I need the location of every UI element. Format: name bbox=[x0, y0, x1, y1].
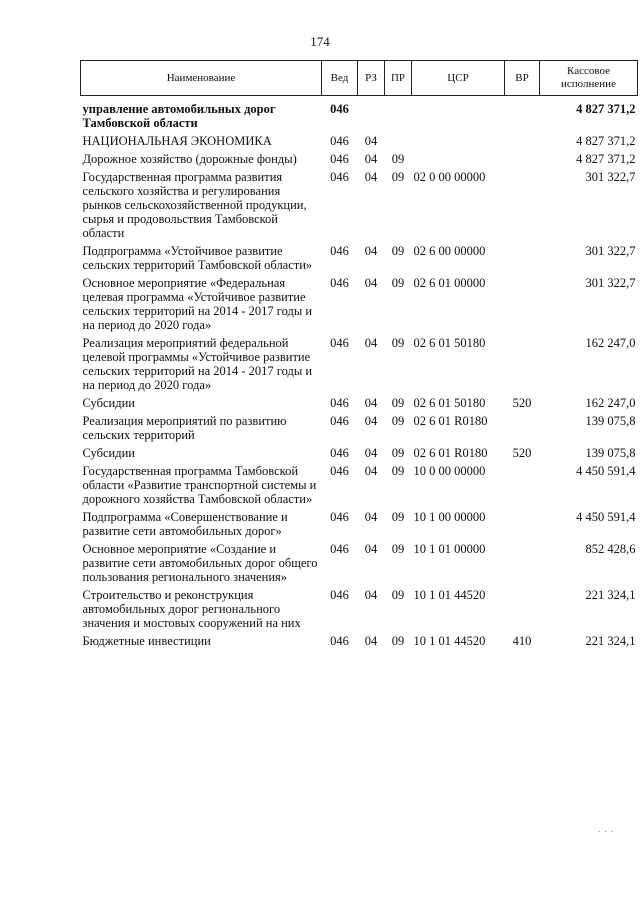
cell-sum: 4 827 371,2 bbox=[576, 134, 636, 148]
table-row bbox=[81, 464, 638, 510]
cell-pr: 09 bbox=[391, 396, 405, 410]
cell-pr: 09 bbox=[391, 170, 405, 184]
cell-csr bbox=[412, 134, 505, 152]
cell-vr bbox=[505, 152, 540, 170]
table-row bbox=[81, 446, 638, 464]
cell-name: Подпрограмма «Совершенствование и развитие сети автомобильных дорог» bbox=[82, 510, 288, 538]
cell-vr bbox=[505, 510, 540, 542]
page-number: 174 bbox=[310, 34, 330, 49]
footer-mark: . . . bbox=[598, 824, 615, 834]
cell-csr: 10 1 00 00000 bbox=[413, 510, 486, 524]
table-row bbox=[81, 396, 638, 414]
cell-pr: 09 bbox=[391, 634, 405, 648]
cell-csr: 10 1 01 44520 bbox=[413, 634, 486, 648]
cell-name: Субсидии bbox=[82, 396, 135, 410]
cell-rz: 04 bbox=[364, 152, 378, 166]
table-row bbox=[81, 134, 638, 152]
header-sum: Кассовое исполнение bbox=[540, 61, 638, 96]
cell-rz: 04 bbox=[364, 634, 378, 648]
cell-ved: 046 bbox=[330, 510, 349, 524]
cell-sum: 221 324,1 bbox=[585, 634, 636, 648]
cell-ved: 046 bbox=[330, 152, 349, 166]
cell-rz: 04 bbox=[364, 170, 378, 184]
cell-vr bbox=[505, 276, 540, 336]
table-row bbox=[81, 152, 638, 170]
cell-vr: 520 bbox=[512, 396, 532, 410]
cell-pr: 09 bbox=[391, 510, 405, 524]
cell-sum: 301 322,7 bbox=[585, 244, 636, 258]
cell-ved: 046 bbox=[330, 446, 349, 460]
header-pr: ПР bbox=[385, 61, 412, 96]
cell-ved: 046 bbox=[330, 542, 349, 556]
table-row bbox=[81, 542, 638, 588]
cell-csr bbox=[412, 152, 505, 170]
cell-vr bbox=[505, 170, 540, 244]
cell-name: Субсидии bbox=[82, 446, 135, 460]
cell-ved: 046 bbox=[330, 244, 349, 258]
cell-pr: 09 bbox=[391, 542, 405, 556]
cell-sum: 4 450 591,4 bbox=[576, 464, 636, 478]
cell-csr: 02 6 01 00000 bbox=[413, 276, 486, 290]
cell-rz: 04 bbox=[364, 336, 378, 350]
cell-csr: 10 0 00 00000 bbox=[413, 464, 486, 478]
cell-csr: 10 1 01 00000 bbox=[413, 542, 486, 556]
header-ved: Вед bbox=[322, 61, 358, 96]
cell-pr: 09 bbox=[391, 244, 405, 258]
cell-rz: 04 bbox=[364, 134, 378, 148]
table-row bbox=[81, 96, 638, 135]
cell-vr: 520 bbox=[512, 446, 532, 460]
cell-csr: 02 6 01 50180 bbox=[413, 396, 486, 410]
cell-sum: 4 827 371,2 bbox=[576, 152, 636, 166]
cell-sum: 4 450 591,4 bbox=[576, 510, 636, 524]
cell-rz: 04 bbox=[364, 244, 378, 258]
cell-sum: 162 247,0 bbox=[585, 396, 636, 410]
table-row bbox=[81, 414, 638, 446]
cell-sum: 301 322,7 bbox=[585, 276, 636, 290]
cell-rz: 04 bbox=[364, 464, 378, 478]
cell-sum: 139 075,8 bbox=[585, 414, 636, 428]
cell-rz: 04 bbox=[364, 446, 378, 460]
cell-pr: 09 bbox=[391, 446, 405, 460]
cell-vr bbox=[505, 96, 540, 135]
cell-name: Реализация мероприятий по развитию сельских территорий bbox=[82, 414, 287, 442]
cell-ved: 046 bbox=[330, 276, 349, 290]
cell-pr bbox=[385, 134, 412, 152]
cell-pr: 09 bbox=[391, 276, 405, 290]
cell-sum: 162 247,0 bbox=[585, 336, 636, 350]
cell-name: Реализация мероприятий федеральной целевой программы «Устойчивое развитие сельских территорий на 2014 - 2017 годы и на период до 2020 года» bbox=[82, 336, 313, 392]
cell-ved: 046 bbox=[330, 588, 349, 602]
table-header bbox=[81, 61, 638, 96]
cell-csr: 02 6 01 50180 bbox=[413, 336, 486, 350]
cell-sum: 139 075,8 bbox=[585, 446, 636, 460]
cell-vr bbox=[505, 464, 540, 510]
cell-pr: 09 bbox=[391, 336, 405, 350]
cell-ved: 046 bbox=[330, 336, 349, 350]
cell-sum: 852 428,6 bbox=[585, 542, 636, 556]
cell-ved: 046 bbox=[330, 634, 349, 648]
table-row bbox=[81, 276, 638, 336]
table-row bbox=[81, 244, 638, 276]
cell-ved: 046 bbox=[330, 396, 349, 410]
table-row bbox=[81, 336, 638, 396]
cell-sum: 301 322,7 bbox=[585, 170, 636, 184]
header-vr: ВР bbox=[505, 61, 540, 96]
table-row bbox=[81, 170, 638, 244]
header-name: Наименование bbox=[81, 61, 322, 96]
cell-vr bbox=[505, 244, 540, 276]
table-row bbox=[81, 588, 638, 634]
cell-csr: 02 6 01 R0180 bbox=[413, 446, 488, 460]
cell-vr bbox=[505, 134, 540, 152]
cell-name: Государственная программа развития сельского хозяйства и регулирования рынков сельскохозяйственной продукции, сырья и продовольствия Тамбовской области bbox=[82, 170, 307, 240]
cell-ved: 046 bbox=[330, 134, 349, 148]
cell-vr bbox=[505, 542, 540, 588]
cell-rz: 04 bbox=[364, 276, 378, 290]
cell-vr bbox=[505, 588, 540, 634]
cell-name: Подпрограмма «Устойчивое развитие сельских территорий Тамбовской области» bbox=[82, 244, 313, 272]
cell-pr: 09 bbox=[391, 414, 405, 428]
cell-pr bbox=[385, 96, 412, 135]
cell-vr: 410 bbox=[512, 634, 532, 648]
cell-ved: 046 bbox=[330, 102, 349, 116]
cell-name: Государственная программа Тамбовской области «Развитие транспортной системы и дорожного хозяйства Тамбовской области» bbox=[82, 464, 317, 506]
cell-ved: 046 bbox=[330, 464, 349, 478]
cell-rz: 04 bbox=[364, 414, 378, 428]
cell-sum: 4 827 371,2 bbox=[576, 102, 636, 116]
cell-csr bbox=[412, 96, 505, 135]
cell-pr: 09 bbox=[391, 152, 405, 166]
table-body bbox=[81, 96, 638, 653]
budget-table bbox=[80, 60, 638, 652]
cell-ved: 046 bbox=[330, 170, 349, 184]
cell-csr: 02 6 00 00000 bbox=[413, 244, 486, 258]
header-csr: ЦСР bbox=[412, 61, 505, 96]
cell-name: Строительство и реконструкция автомобильных дорог регионального значения и мостовых сооружений на них bbox=[82, 588, 301, 630]
cell-name: управление автомобильных дорог Тамбовской области bbox=[82, 102, 276, 130]
cell-csr: 02 0 00 00000 bbox=[413, 170, 486, 184]
cell-pr: 09 bbox=[391, 464, 405, 478]
cell-ved: 046 bbox=[330, 414, 349, 428]
cell-rz: 04 bbox=[364, 510, 378, 524]
cell-rz: 04 bbox=[364, 542, 378, 556]
cell-rz: 04 bbox=[364, 396, 378, 410]
cell-name: Основное мероприятие «Федеральная целевая программа «Устойчивое развитие сельских территорий на 2014 - 2017 годы и на период до 2020 года» bbox=[82, 276, 313, 332]
cell-rz: 04 bbox=[364, 588, 378, 602]
cell-sum: 221 324,1 bbox=[585, 588, 636, 602]
header-rz: РЗ bbox=[358, 61, 385, 96]
cell-name: НАЦИОНАЛЬНАЯ ЭКОНОМИКА bbox=[82, 134, 272, 148]
table-row bbox=[81, 634, 638, 652]
cell-name: Основное мероприятие «Создание и развитие сети автомобильных дорог общего пользования регионального значения» bbox=[82, 542, 318, 584]
cell-csr: 02 6 01 R0180 bbox=[413, 414, 488, 428]
cell-vr bbox=[505, 414, 540, 446]
cell-rz bbox=[358, 96, 385, 135]
cell-csr: 10 1 01 44520 bbox=[413, 588, 486, 602]
header-row bbox=[81, 61, 638, 96]
table-row bbox=[81, 510, 638, 542]
cell-pr: 09 bbox=[391, 588, 405, 602]
cell-name: Дорожное хозяйство (дорожные фонды) bbox=[82, 152, 297, 166]
cell-name: Бюджетные инвестиции bbox=[82, 634, 211, 648]
cell-vr bbox=[505, 336, 540, 396]
